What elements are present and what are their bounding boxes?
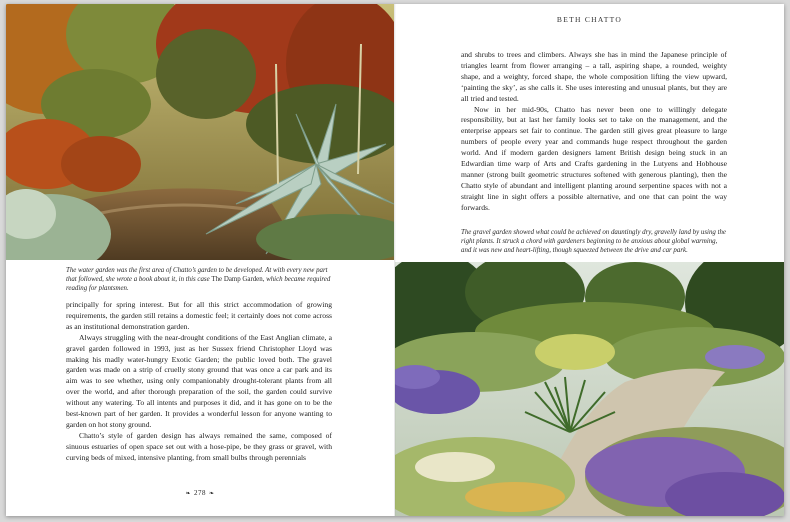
right-page-text (461, 50, 727, 214)
caption-text: , which became required reading for plantsmen. (66, 276, 331, 292)
folio-ornament-left: ❧ (185, 491, 191, 497)
left-page-text (66, 300, 332, 464)
water-garden-caption (66, 266, 332, 293)
paragraph: principally for spring interest. But for all this strict accommodation of growing requirements, the garden still retains a domestic feel; it certainly does not come across as an institutional demonstration garden. (66, 300, 332, 331)
paragraph: Now in her mid-90s, Chatto has never been one to willingly delegate responsibility, but at last her family looks set to take on the management, and the enterprise appears set fair to continue. The garden still gives great pleasure to large numbers of people every year and commands huge respect throughout the garden world. And if modern garden designers lament British design being stuck in an Edwardian time warp of Arts and Crafts gardening in the Lutyens and Hobhouse manner (strong built geometric structures softened with generous planting), then the Chatto style of abundant and intelligent planting around serpentine spaces with not a straight line in sight offers a possible alternative, and one that can point the way forwards. (461, 104, 727, 212)
paragraph: Chatto’s style of garden design has always remained the same, composed of sinuous estuaries of open space set out with a hose-pipe, be they grass or gravel, with curving beds of mixed, intensive planting, from small bulbs through perennials (66, 430, 332, 462)
book-title: The Damp Garden (211, 276, 263, 283)
gutter-shadow (394, 4, 396, 516)
gravel-garden-photo (395, 262, 784, 516)
folio-ornament-right: ❧ (209, 491, 215, 497)
book-spread (6, 4, 784, 516)
caption-text: The water garden was the first area of Chatto’s garden to be developed. At with every new part that followed, she wrote a book about it, in this case (66, 267, 328, 283)
page-folio (6, 489, 394, 497)
page-number: 278 (194, 489, 206, 497)
paragraph: Always struggling with the near-drought conditions of the East Anglian climate, a gravel garden followed in 1993, just as her Sussex friend Christopher Lloyd was making his madly water-hungry Exotic Garden; the public loved both. The gravel garden was made on a strip of cruelly stony ground that was once a car park and its aim was to see whether, using only companionably drought-tolerant plants from all over the world, and after thorough preparation of the soil, the garden could survive without any watering. To all intents and purposes it did, and it has gone on to be the best-known part of her garden. It provides a wonderful lesson for anyone wanting to garden on hot stony ground. (66, 332, 332, 429)
paragraph: and shrubs to trees and climbers. Always she has in mind the Japanese principle of triangles learnt from flower arranging – a tall, aspiring shape, a rounded, weighty shape, and a weighty, forced shape, the whole composition lifting the view upward, ‘painting the sky’, as she calls it. She uses interesting and unusual plants, but they are all tried and tested. (461, 50, 727, 103)
water-garden-photo (6, 4, 394, 260)
gravel-garden-caption: The gravel garden showed what could be achieved on dauntingly dry, gravelly land by using the right plants. It struck a chord with gardeners beginning to be anxious about global warming, and it was new and heart-lifting, though squeezed between the drive and car park. (461, 229, 726, 254)
running-head: BETH CHATTO (556, 15, 623, 24)
